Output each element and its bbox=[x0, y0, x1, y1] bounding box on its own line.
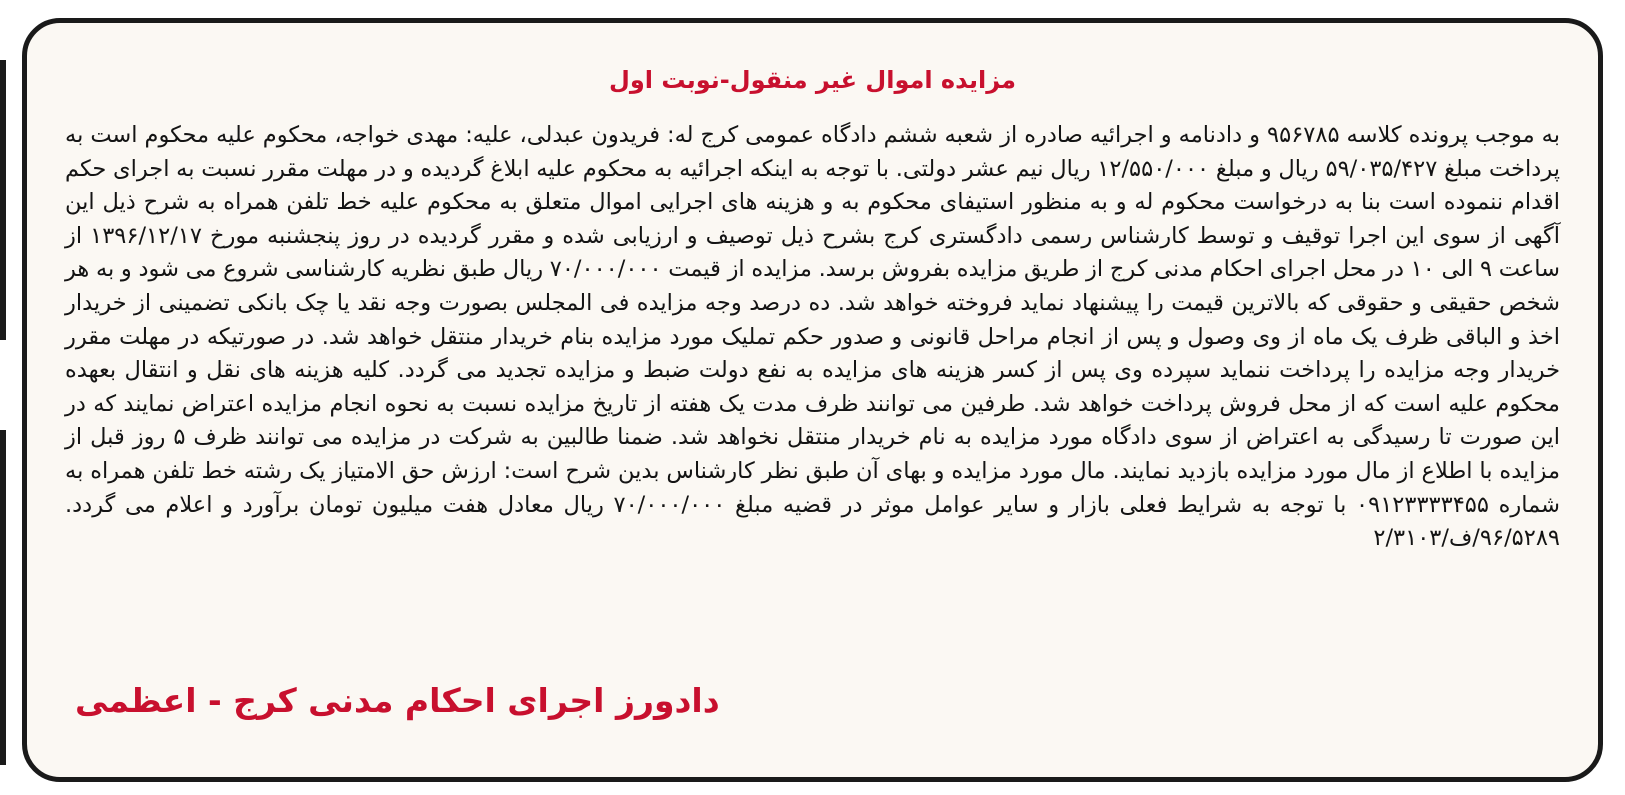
auction-notice bbox=[22, 18, 1603, 782]
scan-edge-mark bbox=[0, 60, 6, 340]
notice-title: مزایده اموال غیر منقول-نوبت اول bbox=[609, 66, 1016, 94]
notice-body: به موجب پرونده کلاسه ۹۵۶۷۸۵ و دادنامه و اجرائیه صادره از شعبه ششم دادگاه عمومی کرج له: فریدون عبدلی، علیه: مهدی خواجه، محکوم علیه محکوم است به پرداخت مبلغ ۵۹/۰۳۵/۴۲۷ ریال و مبلغ ۱۲/۵۵۰/۰۰۰ ریال نیم عشر دولتی. با توجه به اینکه اجرائیه به محکوم علیه ابلاغ گردیده و در مهلت مقرر نسبت به اجرای حکم اقدام ننموده است بنا به درخواست محکوم له و به منظور استیفای محکوم به و هزینه های اجرایی اموال متعلق به محکوم علیه خط تلفن همراه به شرح ذیل این آگهی از سوی این اجرا توقیف و توسط کارشناس رسمی دادگستری کرج بشرح ذیل توصیف و ارزیابی شده و مقرر گردیده در روز پنجشنبه مورخ ۱۳۹۶/۱۲/۱۷ از ساعت ۹ الی ۱۰ در محل اجرای احکام مدنی کرج از طریق مزایده بفروش برسد. مزایده از قیمت ۷۰/۰۰۰/۰۰۰ ریال طبق نظریه کارشناسی شروع می شود و به هر شخص حقیقی و حقوقی که بالاترین قیمت را پیشنهاد نماید فروخته خواهد شد. ده درصد وجه مزایده فی المجلس بصورت وجه نقد یا چک بانکی تضمینی از خریدار اخذ و الباقی ظرف یک ماه از وی وصول و پس از انجام مراحل قانونی و صدور حکم تملیک مورد مزایده بنام خریدار منتقل خواهد شد. در صورتیکه در مهلت مقرر خریدار وجه مزایده را پرداخت ننماید سپرده وی پس از کسر هزینه های مزایده به نفع دولت ضبط و مزایده تجدید می گردد. کلیه هزینه های نقل و انتقال بعهده محکوم علیه است که از محل فروش پرداخت خواهد شد. طرفین می توانند ظرف مدت یک هفته از تاریخ مزایده نسبت به نحوه انجام مزایده اعتراض نمایند که در این صورت تا رسیدگی به اعتراض از سوی دادگاه مورد مزایده به نام خریدار منتقل نخواهد شد. ضمنا طالبین به شرکت در مزایده می توانند ظرف ۵ روز قبل از مزایده با اطلاع از مال مورد مزایده بازدید نمایند. مال مورد مزایده و بهای آن طبق نظر کارشناس بدین شرح است: ارزش حق الامتیاز یک رشته خط تلفن همراه به شماره ۰۹۱۲۳۳۳۳۴۵۵ با توجه به شرایط فعلی بازار و سایر عوامل موثر در قضیه مبلغ ۷۰/۰۰۰/۰۰۰ ریال معادل هفت میلیون تومان برآورد و اعلام می گردد. ۹۶/۵۲۸۹/ف/۲/۳۱۰۳ bbox=[65, 122, 1561, 552]
notice-signature: دادورز اجرای احکام مدنی کرج - اعظمی bbox=[75, 681, 720, 720]
scan-edge-mark bbox=[0, 430, 6, 765]
